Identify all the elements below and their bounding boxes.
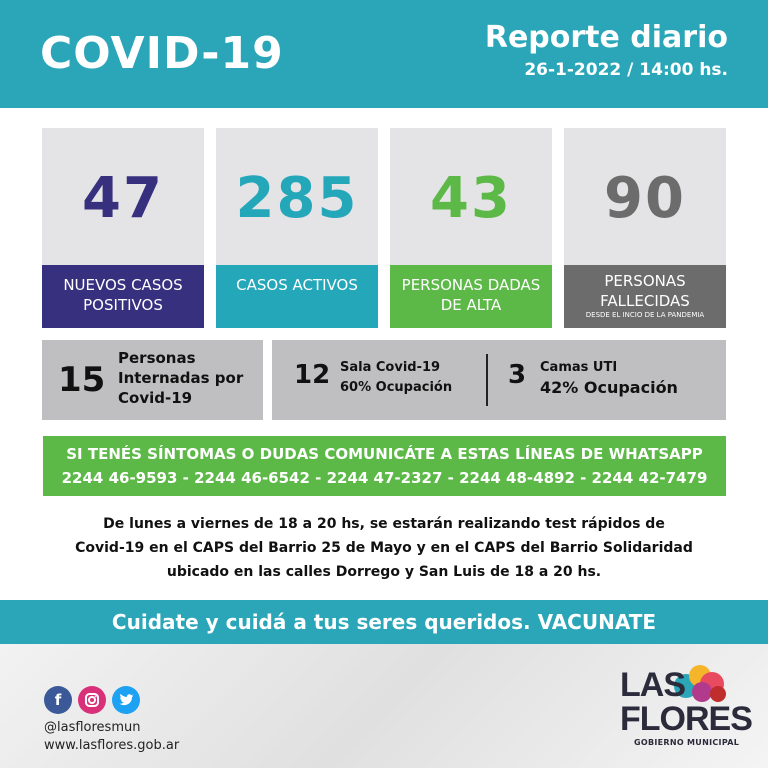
website-link[interactable]: www.lasflores.gob.ar xyxy=(44,738,180,753)
internadas-box xyxy=(42,340,263,420)
whatsapp-box xyxy=(43,436,726,496)
sala-occupancy: 60% Ocupación xyxy=(340,380,453,395)
instagram-icon[interactable] xyxy=(78,686,106,714)
info-line-3: ubicado en las calles Dorrego y San Luis de 18 a 20 hs. xyxy=(166,564,602,580)
twitter-icon[interactable] xyxy=(112,686,140,714)
logo-line-1: LAS xyxy=(620,666,685,704)
info-line-1: De lunes a viernes de 18 a 20 hs, se estarán realizando test rápidos de xyxy=(103,516,665,532)
header-bar xyxy=(0,0,768,108)
stat-value: 43 xyxy=(430,166,512,231)
ocupacion-box xyxy=(272,340,726,420)
report-title: Reporte diario xyxy=(484,20,728,55)
stat-sublabel: DESDE EL INCIO DE LA PANDEMIA xyxy=(585,311,705,319)
stat-card-fallecidas xyxy=(564,128,726,328)
stat-label xyxy=(564,265,726,328)
divider xyxy=(486,354,488,406)
stat-card-casos-activos xyxy=(216,128,378,328)
social-handle[interactable]: @lasfloresmun xyxy=(44,720,141,735)
internadas-label: Personas Internadas por Covid-19 xyxy=(118,349,244,407)
info-text xyxy=(40,512,728,584)
stat-value: 285 xyxy=(235,166,359,231)
sala-label: Sala Covid-19 xyxy=(340,360,441,375)
vacunate-banner: Cuidate y cuidá a tus seres queridos. VACUNATE xyxy=(0,600,768,644)
report-date: 26-1-2022 / 14:00 hs. xyxy=(524,60,728,80)
uti-occupancy: 42% Ocupación xyxy=(540,378,678,397)
uti-number: 3 xyxy=(508,360,527,390)
stat-label-text: PERSONAS FALLECIDAS xyxy=(600,272,690,310)
whatsapp-numbers: 2244 46-9593 - 2244 46-6542 - 2244 47-2327 - 2244 48-4892 - 2244 42-7479 xyxy=(61,469,708,487)
stat-value: 90 xyxy=(604,166,686,231)
social-icons xyxy=(44,686,140,714)
sala-number: 12 xyxy=(294,360,331,390)
logo-text xyxy=(620,668,752,736)
page-title: COVID-19 xyxy=(40,28,284,79)
info-line-2: Covid-19 en el CAPS del Barrio 25 de Mayo y en el CAPS del Barrio Solidaridad xyxy=(75,540,693,556)
facebook-icon[interactable]: f xyxy=(44,686,72,714)
stat-value: 47 xyxy=(82,166,164,231)
stat-label: PERSONAS DADAS DE ALTA xyxy=(390,265,552,328)
whatsapp-title: SI TENÉS SÍNTOMAS O DUDAS COMUNICÁTE A ESTAS LÍNEAS DE WHATSAPP xyxy=(66,445,703,463)
logo-subtitle: GOBIERNO MUNICIPAL xyxy=(634,738,740,747)
uti-label: Camas UTI xyxy=(540,360,618,375)
internadas-number: 15 xyxy=(58,360,106,400)
stat-card-nuevos-casos xyxy=(42,128,204,328)
stat-card-dadas-de-alta xyxy=(390,128,552,328)
stat-label: CASOS ACTIVOS xyxy=(216,265,378,328)
stat-label: NUEVOS CASOS POSITIVOS xyxy=(42,265,204,328)
logo-line-2: FLORES xyxy=(620,700,752,738)
